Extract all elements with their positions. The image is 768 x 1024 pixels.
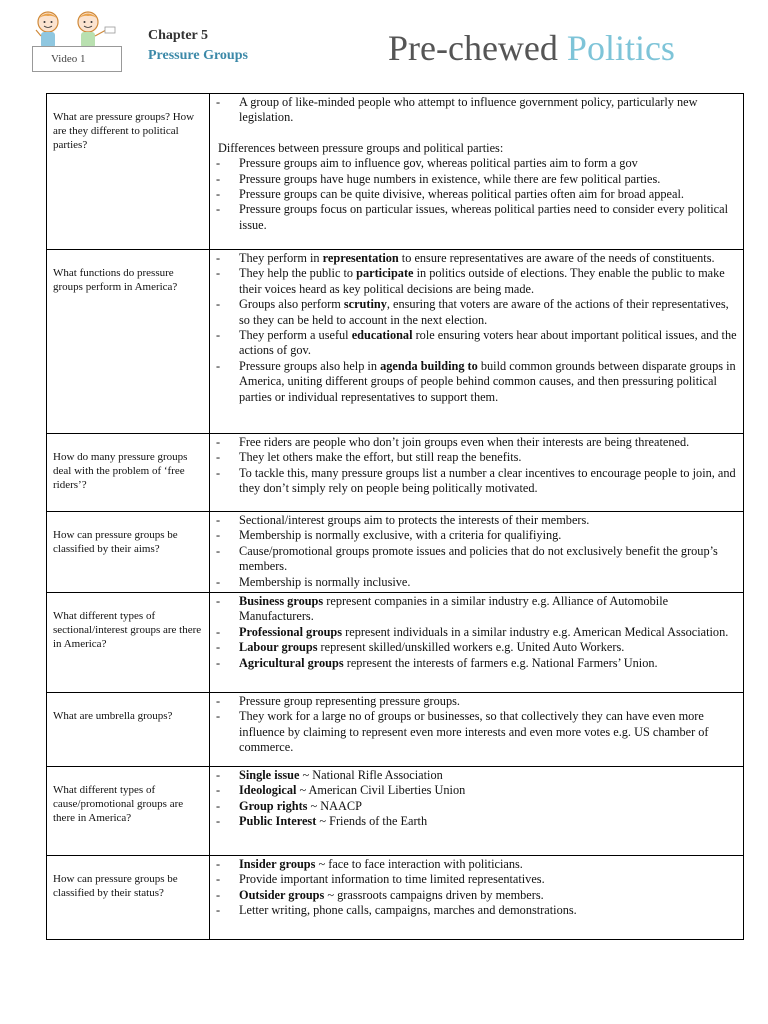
question-cell: What are umbrella groups? bbox=[47, 693, 210, 767]
bullet-text-post: in politics outside of elections. They enable the public to make their voices heard as key political decisions are being made. bbox=[239, 266, 725, 296]
table-row bbox=[47, 856, 744, 940]
table-body bbox=[47, 94, 744, 940]
bullet-item bbox=[214, 251, 739, 266]
bullet-text-pre: They perform a useful bbox=[239, 328, 352, 343]
answer-cell bbox=[210, 693, 744, 767]
bullet-item bbox=[214, 857, 739, 872]
bullet-text-pre: They help the public to bbox=[239, 266, 357, 281]
bullet-text: Sectional/interest groups aim to protects the interests of their members. bbox=[239, 513, 590, 527]
bullet-item bbox=[214, 187, 739, 202]
answer-cell bbox=[210, 767, 744, 856]
bullet-item bbox=[214, 814, 739, 829]
answer-cell bbox=[210, 512, 744, 593]
table-row bbox=[47, 250, 744, 434]
table-row bbox=[47, 693, 744, 767]
bullet-item bbox=[214, 266, 739, 297]
table-row bbox=[47, 512, 744, 593]
table-row bbox=[47, 434, 744, 512]
bullet-text-post: represent skilled/unskilled workers e.g. United Auto Workers. bbox=[317, 640, 625, 655]
bullet-text: To tackle this, many pressure groups list a number a clear incentives to encourage people to join, and they don’t simply rely on people being politically motivated. bbox=[239, 465, 736, 496]
question-cell: How can pressure groups be classified by their aims? bbox=[47, 512, 210, 593]
bullet-text: Pressure groups aim to influence gov, whereas political parties aim to form a gov bbox=[239, 156, 638, 171]
answer-intro: Differences between pressure groups and political parties: bbox=[218, 140, 504, 155]
bullet-keyword: Professional groups bbox=[239, 624, 343, 639]
bullet-item bbox=[214, 466, 739, 497]
bullet-item bbox=[214, 783, 739, 798]
bullet-text-pre: They perform in bbox=[239, 251, 323, 265]
cartoon-figures-icon bbox=[26, 10, 126, 50]
bullet-list bbox=[214, 768, 739, 830]
bullet-text-post: represent the interests of farmers e.g. National Farmers’ Union. bbox=[343, 655, 658, 670]
brand-title bbox=[388, 28, 675, 68]
bullet-text: They work for a large no of groups or businesses, so that collectively they can have even more influence by claiming to represent even more interests and even more votes e.g. US chamber of commerce. bbox=[239, 709, 709, 755]
bullet-text-post: role ensuring voters hear about important political issues, and the actions of gov. bbox=[239, 328, 737, 358]
bullet-text: Provide important information to time limited representatives. bbox=[239, 872, 545, 887]
bullet-item bbox=[214, 297, 739, 328]
bullet-item bbox=[214, 435, 739, 450]
bullet-text-post: represent individuals in a similar industry e.g. American Medical Association. bbox=[342, 624, 729, 639]
answer-cell bbox=[210, 250, 744, 434]
bullet-list bbox=[214, 251, 739, 405]
bullet-text-post: ~ NAACP bbox=[307, 798, 362, 813]
answer-cell bbox=[210, 593, 744, 693]
bullet-keyword: representation bbox=[322, 251, 399, 265]
bullet-item bbox=[214, 872, 739, 887]
bullet-item bbox=[214, 172, 739, 187]
question-cell: How can pressure groups be classified by their status? bbox=[47, 856, 210, 940]
chapter-label: Chapter 5 bbox=[148, 28, 209, 43]
answer-cell bbox=[210, 856, 744, 940]
bullet-text-post: ~ Friends of the Earth bbox=[316, 814, 428, 829]
brand-main: Pre-chewed bbox=[388, 28, 558, 68]
chapter-title: Pressure Groups bbox=[148, 48, 248, 63]
brand-accent: Politics bbox=[566, 28, 675, 68]
bullet-item bbox=[214, 513, 739, 528]
bullet-item bbox=[214, 694, 739, 709]
bullet-keyword: Outsider groups bbox=[239, 887, 325, 902]
bullet-keyword: Agricultural groups bbox=[239, 655, 344, 670]
video-logo bbox=[26, 10, 126, 72]
bullet-text-post: ~ American Civil Liberties Union bbox=[296, 783, 466, 798]
bullet-item bbox=[214, 544, 739, 575]
bullet-text: Pressure group representing pressure groups. bbox=[239, 694, 460, 708]
bullet-keyword: participate bbox=[356, 266, 414, 281]
bullet-item bbox=[214, 656, 739, 671]
bullet-text-post: build common grounds between disparate groups in America, uniting different groups of people behind common causes, and then pressuring political parties or individual representatives to support them. bbox=[239, 358, 736, 404]
video-label: Video 1 bbox=[32, 46, 122, 72]
table-row bbox=[47, 767, 744, 856]
bullet-text: Pressure groups can be quite divisive, whereas political parties often aim for broad appeal. bbox=[239, 187, 684, 202]
bullet-text: Cause/promotional groups promote issues and policies that do not exclusively benefit the group’s members. bbox=[239, 543, 718, 574]
bullet-list bbox=[214, 435, 739, 497]
question-cell: How do many pressure groups deal with the problem of ‘free riders’? bbox=[47, 434, 210, 512]
question-answer-table bbox=[46, 93, 744, 940]
bullet-item bbox=[214, 575, 739, 590]
bullet-keyword: scrutiny bbox=[343, 297, 387, 312]
bullet-text-post: ~ National Rifle Association bbox=[299, 768, 443, 782]
bullet-keyword: Single issue bbox=[239, 768, 300, 782]
bullet-list bbox=[214, 513, 739, 590]
bullet-item bbox=[214, 450, 739, 465]
bullet-text: Membership is normally inclusive. bbox=[239, 574, 411, 589]
bullet-text: Pressure groups focus on particular issues, whereas political parties need to consider every political issue. bbox=[239, 202, 728, 232]
bullet-text: They let others make the effort, but still reap the benefits. bbox=[239, 450, 522, 465]
bullet-keyword: agenda building to bbox=[380, 358, 478, 373]
question-cell: What are pressure groups? How are they different to political parties? bbox=[47, 94, 210, 250]
bullet-text: Letter writing, phone calls, campaigns, marches and demonstrations. bbox=[239, 903, 577, 918]
bullet-list bbox=[214, 156, 739, 233]
bullet-list bbox=[214, 95, 739, 126]
question-cell: What functions do pressure groups perform in America? bbox=[47, 250, 210, 434]
bullet-keyword: Group rights bbox=[239, 798, 308, 813]
page-header bbox=[0, 0, 768, 90]
bullet-text: Free riders are people who don’t join groups even when their interests are being threatened. bbox=[239, 435, 690, 449]
bullet-text-pre: Pressure groups also help in bbox=[239, 358, 381, 373]
bullet-item bbox=[214, 359, 739, 405]
bullet-list bbox=[214, 594, 739, 671]
bullet-text: Pressure groups have huge numbers in existence, while there are few political parties. bbox=[239, 171, 661, 186]
bullet-item bbox=[214, 799, 739, 814]
bullet-item bbox=[214, 156, 739, 171]
bullet-list bbox=[214, 694, 739, 756]
answer-cell bbox=[210, 94, 744, 250]
table-row bbox=[47, 94, 744, 250]
bullet-text-pre: Groups also perform bbox=[239, 297, 344, 312]
bullet-item bbox=[214, 528, 739, 543]
bullet-item bbox=[214, 888, 739, 903]
bullet-item bbox=[214, 709, 739, 755]
question-cell: What different types of cause/promotional groups are there in America? bbox=[47, 767, 210, 856]
bullet-text-post: represent companies in a similar industry e.g. Alliance of Automobile Manufacturers. bbox=[239, 594, 669, 624]
bullet-text-post: ~ grassroots campaigns driven by members. bbox=[324, 887, 544, 902]
bullet-text-post: , ensuring that voters are aware of the actions of their representatives, so they can be held to account in the next election. bbox=[239, 297, 729, 327]
bullet-item bbox=[214, 640, 739, 655]
bullet-item bbox=[214, 903, 739, 918]
bullet-text-post: to ensure representatives are aware of the needs of constituents. bbox=[398, 251, 715, 265]
bullet-keyword: Public Interest bbox=[239, 814, 317, 829]
table-row bbox=[47, 593, 744, 693]
bullet-keyword: Insider groups bbox=[239, 857, 316, 871]
bullet-keyword: Labour groups bbox=[239, 640, 318, 655]
bullet-keyword: educational bbox=[351, 328, 413, 343]
bullet-text: Membership is normally exclusive, with a criteria for qualifiying. bbox=[239, 528, 562, 543]
bullet-item bbox=[214, 202, 739, 233]
bullet-item bbox=[214, 625, 739, 640]
answer-cell bbox=[210, 434, 744, 512]
bullet-item bbox=[214, 95, 739, 126]
bullet-item bbox=[214, 594, 739, 625]
bullet-keyword: Ideological bbox=[239, 783, 297, 798]
bullet-keyword: Business groups bbox=[239, 594, 324, 608]
bullet-text: A group of like-minded people who attempt to influence government policy, particularly new legislation. bbox=[239, 95, 698, 125]
question-cell: What different types of sectional/interest groups are there in America? bbox=[47, 593, 210, 693]
bullet-item bbox=[214, 328, 739, 359]
bullet-list bbox=[214, 857, 739, 919]
bullet-text-post: ~ face to face interaction with politicians. bbox=[315, 857, 523, 871]
bullet-item bbox=[214, 768, 739, 783]
